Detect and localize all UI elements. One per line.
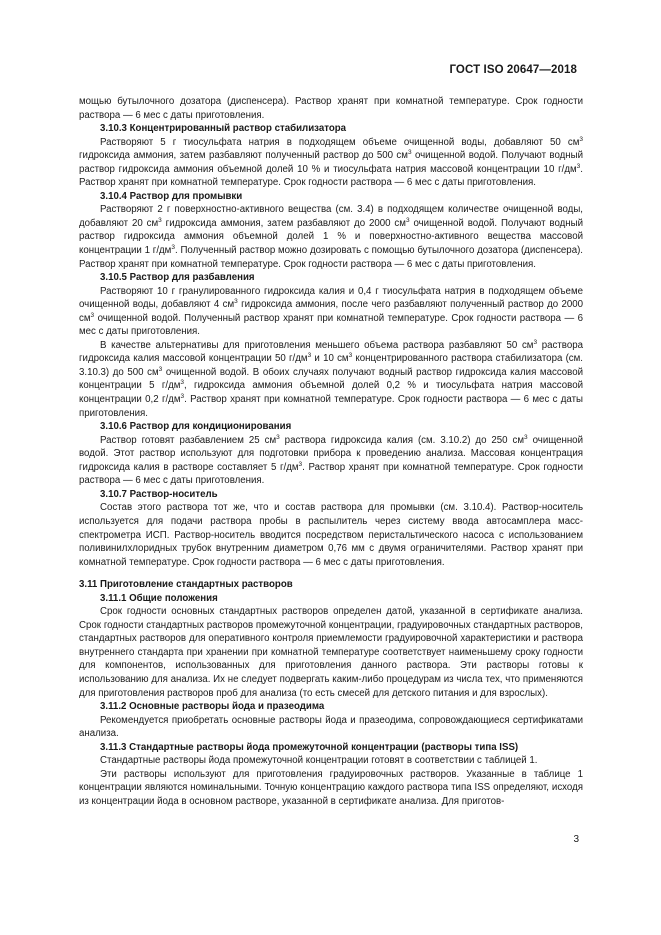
section-heading: 3.10.6 Раствор для кондиционирования bbox=[100, 421, 292, 433]
paragraph: Растворяют 2 г поверхностно-активного вещества (см. 3.4) в подходящем количестве очищенной воды, добавляют 20 $см^3$ гидроксида аммония, затем разбавляют до 2000 $см^3$ очищенной водой. Получают водный раствор гидроксида аммония объемной долей 1 % и поверхностно-активного вещества массовой концентрации 1 $г/дм^3$. Полученный раствор можно дозировать с помощью бутылочного дозатора (диспенсера). Раствор хранят при комнатной температуре. Срок годности раствора — 6 мес с даты приготовления. bbox=[79, 204, 584, 270]
paragraph: Стандартные растворы йода промежуточной концентрации готовят в соответствии с таблицей 1. bbox=[100, 755, 538, 767]
paragraph: Растворяют 5 г тиосульфата натрия в подходящем объеме очищенной воды, добавляют 50 $см^3$ гидроксида аммония, затем разбавляют полученный раствор до 500 $см^3$ очищенной водой. Получают водный раствор гидроксида аммония объемной долей 10 % и тиосульфата натрия массовой концентрации 10 $г/дм^3$. Раствор хранят при комнатной температуре. Срок годности раствора — 6 мес с даты приготовления. bbox=[79, 135, 583, 189]
section-heading: 3.10.3 Концентрированный раствор стабилизатора bbox=[100, 123, 347, 135]
section-heading: 3.11.1 Общие положения bbox=[100, 592, 218, 604]
section-heading: 3.11.2 Основные растворы йода и празеодима bbox=[100, 701, 325, 713]
paragraph: Раствор готовят разбавлением 25 $см^3$ раствора гидроксида калия (см. 3.10.2) до 250 $см^3$ очищенной водой. Этот раствор используют для подготовки прибора к проведению анализа. Массовая концентрация гидроксида калия в растворе составляет 5 $г/дм^3$. Раствор хранят при комнатной температуре. Срок годности раствора — 6 мес с даты приготовления. bbox=[79, 433, 583, 487]
paragraph: В качестве альтернативы для приготовления меньшего объема раствора разбавляют 50 $см^3$ раствора гидроксида калия массовой концентрации 50 $г/дм^3$ и 10 $см^3$ концентрированного раствора стабилизатора (см. 3.10.3) до 500 $см^3$ очищенной водой. В обоих случаях получают водный раствор гидроксида калия массовой концентрации 5 $г/дм^3$, гидроксида аммония объемной долей 0,2 % и тиосульфата натрия массовой концентрации 0,2 $г/дм^3$. Раствор хранят при комнатной температуре. Срок годности раствора — 6 мес с даты приготовления. bbox=[79, 338, 583, 419]
paragraph: Эти растворы используют для приготовления градуировочных растворов. Указанные в таблице 1 концентрации являются номинальными. Точную концентрацию каждого раствора типа ISS определяют, исходя из концентрации йода в основном растворе, указанной в сертификате анализа. Для приготов- bbox=[79, 768, 583, 807]
paragraph: Растворяют 10 г гранулированного гидроксида калия и 0,4 г тиосульфата натрия в подходящем объеме очищенной воды, добавляют 4 $см^3$ гидроксида аммония, после чего разбавляют полученный раствор до 2000 $см^3$ очищенной водой. Полученный раствор хранят при комнатной температуре. Срок годности раствора — 6 мес с даты приготовления. bbox=[79, 285, 584, 338]
document-header-code: ГОСТ ISO 20647—2018 bbox=[449, 64, 577, 76]
section-heading: 3.10.5 Раствор для разбавления bbox=[100, 272, 255, 284]
section-heading-main: 3.11 Приготовление стандартных растворов bbox=[79, 579, 293, 591]
page-number: 3 bbox=[573, 834, 579, 845]
paragraph: Срок годности основных стандартных растворов определен датой, указанной в сертификате анализа. Срок годности стандартных растворов промежуточной концентрации, градуировочных стандартных растворов, стандартных растворов для оперативного контроля приемлемости градуировочной характеристики и раствора внутреннего стандарта при хранении при комнатной температуре соответствует наименьшему сроку годности для компонентов, использованных для приготовления данного раствора. Эти растворы готовы к использованию для анализа. Их не следует подвергать каким-либо процедурам из числа тех, что применяются для приготовления растворов проб для анализа (то есть смесей для детского питания и для взрослых). bbox=[79, 606, 583, 699]
paragraph: Состав этого раствора тот же, что и состав раствора для промывки (см. 3.10.4). Раствор-носитель используется для подачи раствора пробы в распылитель через систему ввода автосамплера масс-спектрометра ИСП. Раствор-носитель вводится посредством перистальтического насоса с использованием поливинилхлоридных трубок внутренним диаметром 0,76 мм с двумя ограничителями. Раствор хранят при комнатной температуре. Срок годности раствора — 6 мес с даты приготовления. bbox=[79, 502, 583, 568]
section-heading: 3.11.3 Стандартные растворы йода промежуточной концентрации (растворы типа ISS) bbox=[100, 741, 519, 753]
paragraph-continuation: мощью бутылочного дозатора (диспенсера). Раствор хранят при комнатной температуре. Срок годности раствора — 6 мес с даты приготовления. bbox=[79, 96, 583, 121]
section-heading: 3.10.7 Раствор-носитель bbox=[100, 488, 218, 500]
paragraph: Рекомендуется приобретать основные растворы йода и празеодима, сопровождающиеся сертификатами анализа. bbox=[79, 714, 583, 740]
section-heading: 3.10.4 Раствор для промывки bbox=[100, 190, 243, 202]
document-body bbox=[79, 95, 583, 808]
